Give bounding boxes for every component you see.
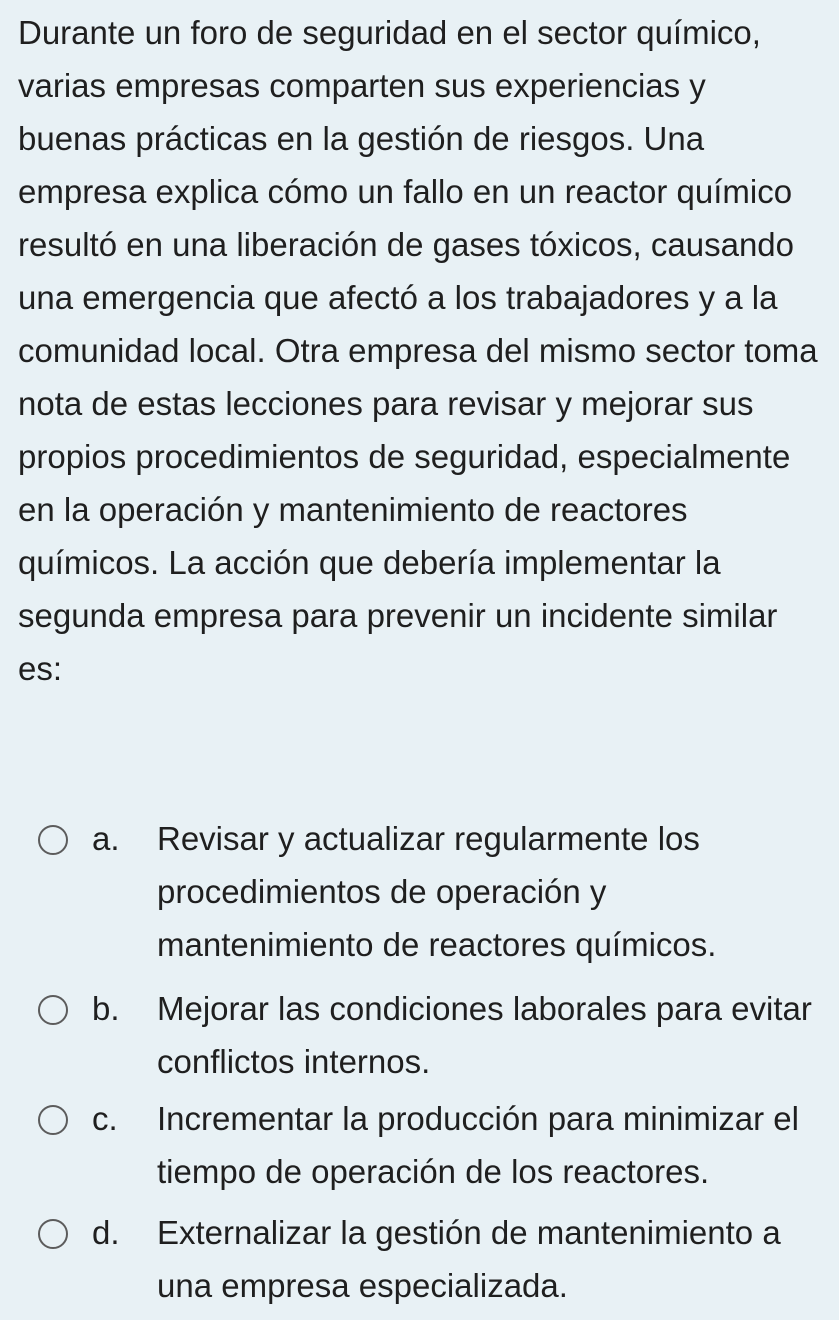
option-c[interactable] [0, 1092, 839, 1206]
answer-options [0, 812, 839, 1316]
option-b-text[interactable]: Mejorar las condiciones laborales para evitar conflictos internos. [157, 990, 812, 1080]
option-d-letter: d. [92, 1214, 120, 1251]
option-d-text[interactable]: Externalizar la gestión de mantenimiento a una empresa especializada. [157, 1214, 781, 1304]
option-b-letter: b. [92, 990, 120, 1027]
radio-option-b[interactable] [38, 995, 68, 1025]
option-a-letter: a. [92, 820, 120, 857]
option-d[interactable] [0, 1206, 839, 1316]
option-c-text[interactable]: Incrementar la producción para minimizar el tiempo de operación de los reactores. [157, 1100, 799, 1190]
option-a-text[interactable]: Revisar y actualizar regularmente los procedimientos de operación y mantenimiento de reactores químicos. [157, 820, 717, 963]
option-c-letter: c. [92, 1100, 118, 1137]
question-text: Durante un foro de seguridad en el sector químico, varias empresas comparten sus experiencias y buenas prácticas en la gestión de riesgos. Una empresa explica cómo un fallo en un reactor químico resultó en una liberación de gases tóxicos, causando una emergencia que afectó a los trabajadores y a la comunidad local. Otra empresa del mismo sector toma nota de estas lecciones para revisar y mejorar sus propios procedimientos de seguridad, especialmente en la operación y mantenimiento de reactores químicos. La acción que debería implementar la segunda empresa para prevenir un incidente similar es: [18, 14, 818, 687]
radio-option-c[interactable] [38, 1105, 68, 1135]
option-a[interactable] [0, 812, 839, 982]
radio-option-a[interactable] [38, 825, 68, 855]
radio-option-d[interactable] [38, 1219, 68, 1249]
option-b[interactable] [0, 982, 839, 1092]
